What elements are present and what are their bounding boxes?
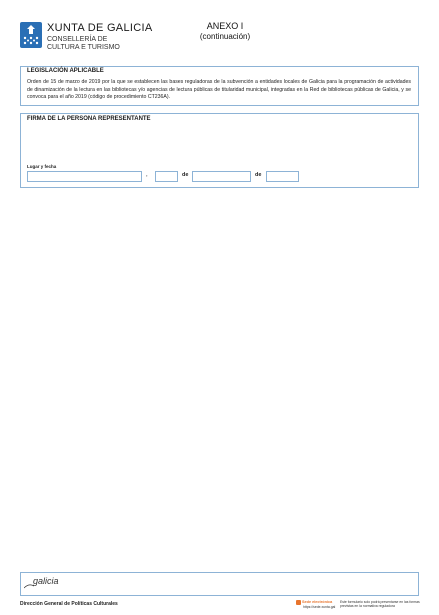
legislation-title: LEGISLACIÓN APLICABLE	[27, 68, 104, 74]
legislation-text: Orden de 15 de marzo de 2019 por la que se establecen las bases reguladoras de la subvención a entidades locales de Galicia para la programación de actividades de dinamización de la lectura en las bibliotecas y/o agencias de lectura públicas de titularidad municipal, integradas en la Red de bibliotecas públicas de Galicia, y se convoca para el año 2019 (código de procedimiento CT236A).	[27, 79, 411, 101]
footer-box	[20, 572, 419, 596]
annex-subtitle: (continuación)	[199, 32, 251, 41]
org-name: XUNTA DE GALICIA	[47, 22, 153, 34]
department-line-2: CULTURA E TURISMO	[47, 44, 120, 51]
galicia-coat-of-arms-icon	[20, 22, 42, 48]
de-label-2: de	[255, 172, 262, 178]
department-line-1: CONSELLERÍA DE	[47, 36, 108, 43]
sede-label[interactable]: Sede electrónica	[302, 600, 333, 604]
year-field[interactable]	[266, 171, 299, 182]
annex-title: ANEXO I	[206, 21, 244, 31]
sede-icon	[296, 600, 301, 605]
month-field[interactable]	[192, 171, 251, 182]
directorate-name: Dirección General de Políticas Culturales	[20, 601, 118, 607]
sede-url[interactable]: https://sede.xunta.gal	[303, 605, 336, 609]
galicia-logo-text: galicia	[33, 576, 59, 586]
place-field[interactable]	[27, 171, 142, 182]
place-date-label: Lugar y fecha	[27, 164, 57, 169]
day-field[interactable]	[155, 171, 178, 182]
de-label-1: de	[182, 172, 189, 178]
signature-title: FIRMA DE LA PERSONA REPRESENTANTE	[27, 116, 151, 122]
comma-separator: ,	[146, 172, 148, 178]
footer-note: Este formulario solo podrá presentarse en las formas previstas en la normativa reguladora	[340, 600, 420, 609]
